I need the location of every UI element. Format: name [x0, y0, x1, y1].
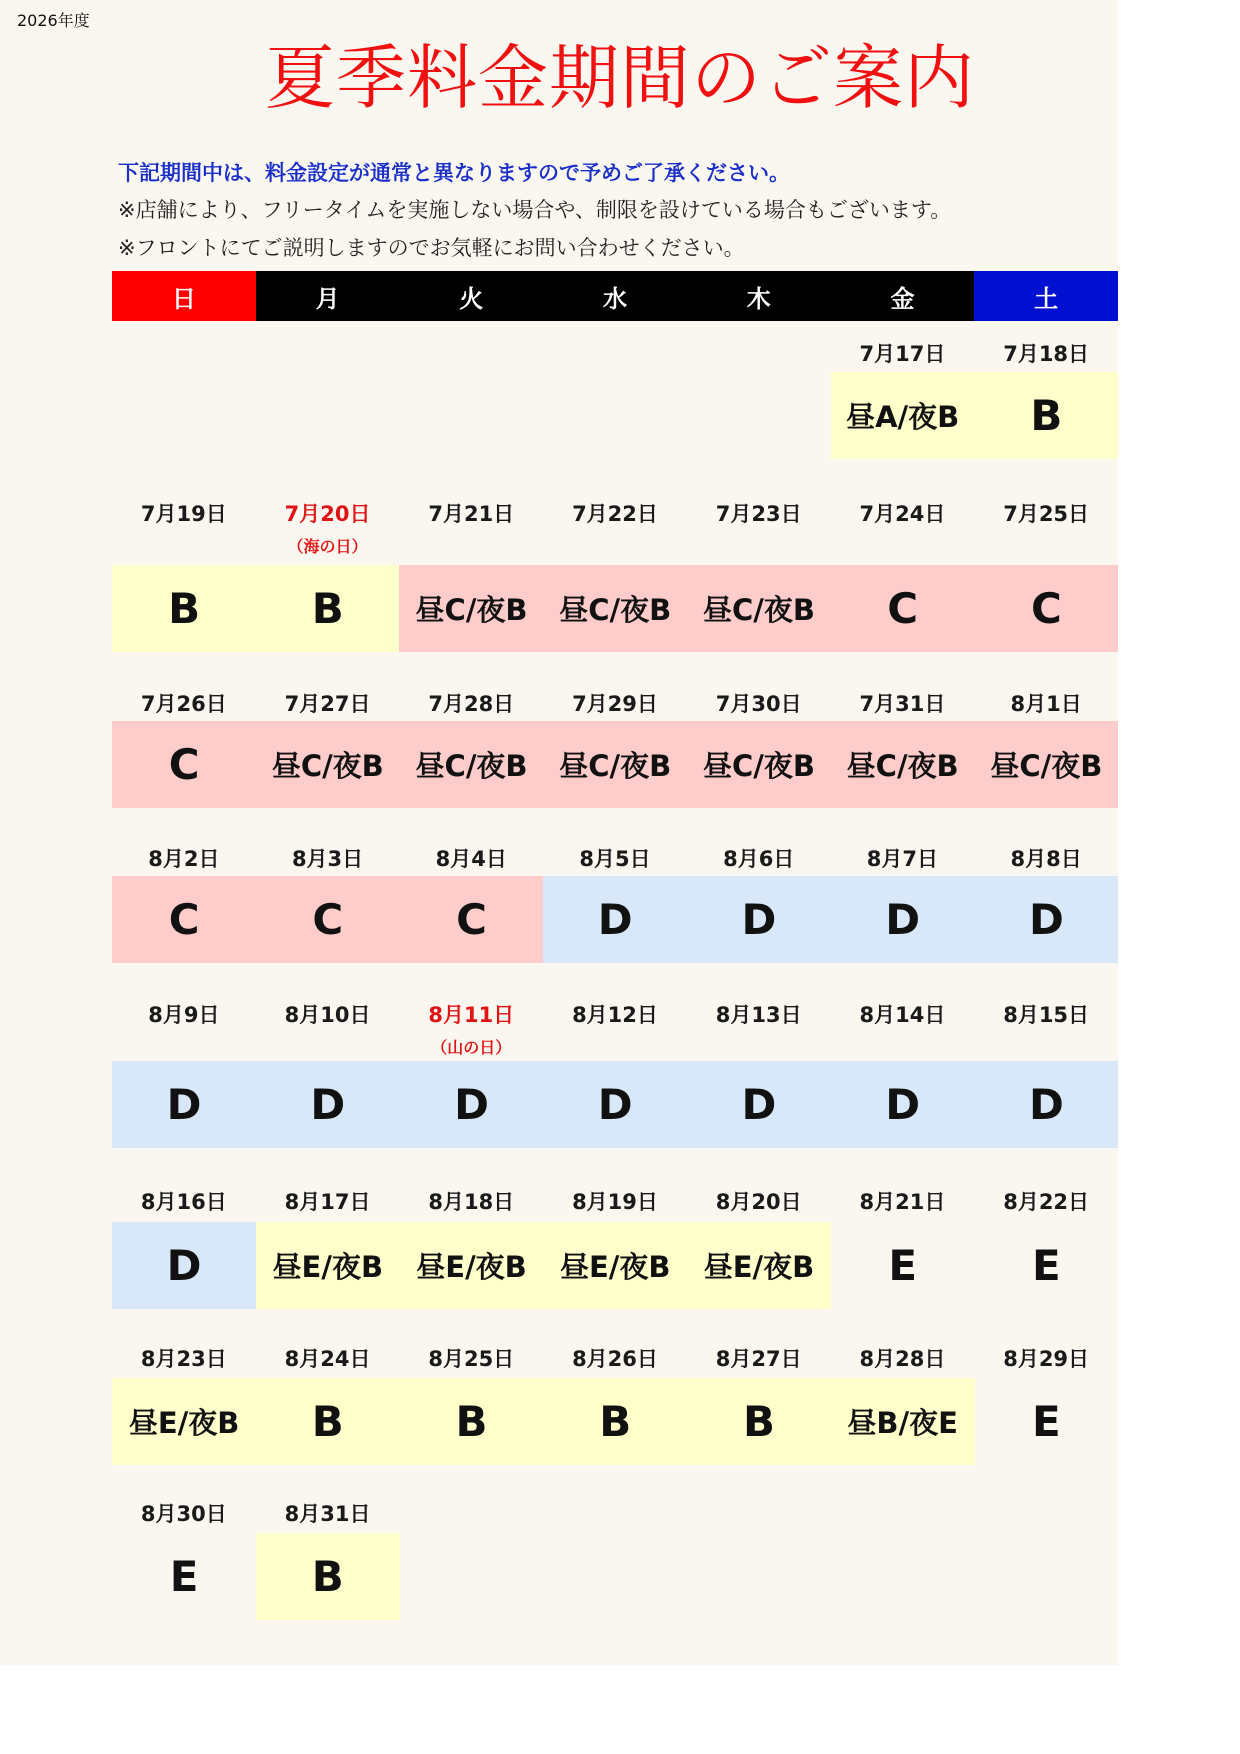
rate-cell: C — [974, 565, 1118, 652]
weekday-fri: 金 — [831, 271, 975, 321]
date-label: 8月8日 — [1010, 847, 1082, 871]
date-label: 7月24日 — [859, 502, 946, 526]
date-label: 8月6日 — [723, 847, 795, 871]
rate-cell: 昼C/夜B — [543, 565, 687, 652]
rate-cell: 昼E/夜B — [112, 1378, 256, 1465]
rate-cell: C — [112, 721, 256, 808]
holiday-label: （海の日） — [287, 537, 368, 556]
date-label: 7月20日 — [284, 502, 371, 526]
date-label: 8月3日 — [291, 847, 364, 871]
rate-cell: B — [112, 565, 256, 652]
date-label: 8月12日 — [572, 1003, 658, 1027]
weekday-thu: 木 — [687, 271, 831, 321]
date-label: 7月22日 — [572, 502, 658, 526]
date-label: 8月2日 — [148, 847, 220, 871]
notice-front-desk: ※フロントにてご説明しますのでお気軽にお問い合わせください。 — [118, 236, 745, 260]
date-label: 7月30日 — [715, 692, 802, 716]
rate-cell: D — [974, 876, 1118, 963]
date-label: 8月4日 — [435, 847, 507, 871]
notice-freetime: ※店舗により、フリータイムを実施しない場合や、制限を設けている場合もございます。 — [118, 198, 952, 222]
date-label: 7月17日 — [859, 342, 946, 366]
date-label: 8月28日 — [859, 1347, 946, 1371]
rate-cell: B — [543, 1378, 687, 1465]
rate-cell: D — [112, 1222, 256, 1309]
rate-cell: 昼E/夜B — [256, 1222, 400, 1309]
fiscal-year-label: 2026年度 — [17, 11, 90, 30]
rate-cell: 昼C/夜B — [974, 721, 1118, 808]
date-label: 8月31日 — [284, 1502, 371, 1526]
rate-cell: 昼C/夜B — [687, 721, 831, 808]
rate-cell: 昼C/夜B — [256, 721, 400, 808]
date-label: 8月17日 — [284, 1190, 371, 1214]
date-label: 7月28日 — [428, 692, 515, 716]
date-label: 8月15日 — [1003, 1003, 1090, 1027]
holiday-label: （山の日） — [431, 1038, 512, 1057]
rate-cell: C — [399, 876, 543, 963]
date-label: 7月29日 — [572, 692, 658, 716]
rate-cell: B — [256, 1378, 400, 1465]
date-label: 8月30日 — [140, 1502, 227, 1526]
rate-cell: 昼C/夜B — [399, 565, 543, 652]
weekday-sat: 土 — [974, 271, 1118, 321]
date-label: 8月22日 — [1003, 1190, 1090, 1214]
rate-cell: B — [399, 1378, 543, 1465]
rate-cell: 昼E/夜B — [687, 1222, 831, 1309]
date-label: 7月23日 — [715, 502, 802, 526]
date-label: 8月9日 — [148, 1003, 220, 1027]
rate-cell: E — [1032, 1241, 1061, 1290]
rate-cell: D — [687, 876, 831, 963]
date-label: 7月25日 — [1003, 502, 1090, 526]
date-label: 8月7日 — [866, 847, 939, 871]
date-label: 8月19日 — [572, 1190, 658, 1214]
rate-cell: D — [256, 1061, 400, 1148]
weekday-sun: 日 — [112, 271, 256, 321]
rate-cell: 昼E/夜B — [399, 1222, 543, 1309]
rate-cell: B — [974, 372, 1118, 459]
date-label: 8月29日 — [1003, 1347, 1090, 1371]
rate-cell: 昼C/夜B — [831, 721, 975, 808]
rate-cell: D — [112, 1061, 256, 1148]
date-label: 7月27日 — [284, 692, 371, 716]
rate-cell: D — [543, 876, 687, 963]
date-label: 8月23日 — [140, 1347, 227, 1371]
date-label: 8月10日 — [284, 1003, 371, 1027]
rate-cell: 昼A/夜B — [831, 372, 975, 459]
date-label: 7月31日 — [859, 692, 946, 716]
rate-cell: B — [256, 565, 400, 652]
date-label: 8月5日 — [579, 847, 651, 871]
rate-cell: D — [687, 1061, 831, 1148]
rate-cell: E — [888, 1241, 918, 1290]
rate-cell: C — [831, 565, 975, 652]
date-label: 8月14日 — [859, 1003, 946, 1027]
rate-cell: D — [831, 876, 975, 963]
date-label: 8月26日 — [572, 1347, 658, 1371]
rate-cell: D — [543, 1061, 687, 1148]
page-title: 夏季料金期間のご案内 — [265, 37, 975, 119]
rate-cell: D — [399, 1061, 543, 1148]
date-label: 7月18日 — [1003, 342, 1090, 366]
rate-cell: D — [974, 1061, 1118, 1148]
weekday-tue: 火 — [399, 271, 543, 321]
date-label: 7月21日 — [428, 502, 515, 526]
weekday-mon: 月 — [256, 271, 400, 321]
date-label: 8月25日 — [428, 1347, 515, 1371]
date-label: 8月27日 — [715, 1347, 802, 1371]
date-label: 8月16日 — [140, 1190, 227, 1214]
date-label: 8月24日 — [284, 1347, 371, 1371]
rate-calendar-grid — [112, 0, 1118, 1665]
rate-cell: D — [831, 1061, 975, 1148]
date-label: 8月13日 — [715, 1003, 802, 1027]
rate-cell: B — [256, 1533, 400, 1620]
rate-cell: 昼B/夜E — [831, 1378, 975, 1465]
date-label: 8月18日 — [428, 1190, 515, 1214]
rate-cell: 昼C/夜B — [399, 721, 543, 808]
date-label: 7月19日 — [140, 502, 227, 526]
rate-cell: B — [687, 1378, 831, 1465]
rate-cell: E — [1032, 1397, 1061, 1446]
rate-cell: C — [112, 876, 256, 963]
rate-cell: E — [169, 1552, 199, 1601]
notice-main: 下記期間中は、料金設定が通常と異なりますので予めご了承ください。 — [118, 161, 790, 185]
rate-cell: 昼C/夜B — [543, 721, 687, 808]
date-label: 8月21日 — [859, 1190, 946, 1214]
rate-cell: C — [256, 876, 400, 963]
rate-cell: 昼C/夜B — [687, 565, 831, 652]
date-label: 8月1日 — [1010, 692, 1082, 716]
rate-cell: 昼E/夜B — [543, 1222, 687, 1309]
date-label: 8月20日 — [715, 1190, 802, 1214]
weekday-wed: 水 — [543, 271, 687, 321]
date-label: 7月26日 — [140, 692, 227, 716]
date-label: 8月11日 — [428, 1003, 515, 1027]
